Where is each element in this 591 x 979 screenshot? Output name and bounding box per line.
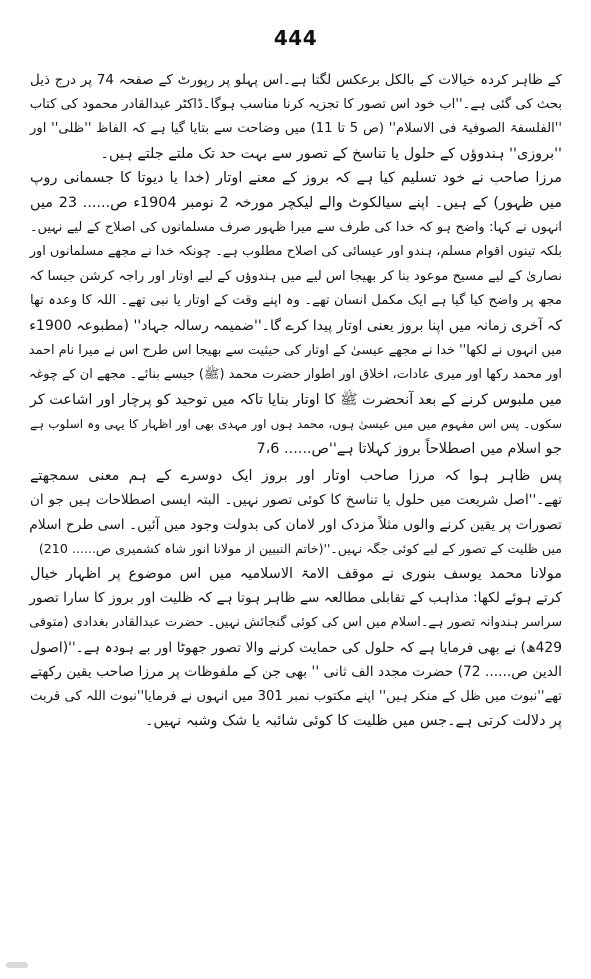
text-line: سکوں۔ پس اس مفہوم میں میں عیسیٰ ہوں، محمد ہوں اور مہدی بھی اور اظہار کا یہی وہ اسلوب ہے xyxy=(30,417,562,432)
text-line: الدین ص...... 72) حضرت مجدد الف ثانی '' بھی جن کے ملفوظات پر مرزا صاحب یقین رکھتے xyxy=(30,664,562,681)
text-line: بلکہ تینوں اقوام مسلم، ہندو اور عیسائی کی اصلاح مطلوب ہے۔ چونکہ خدا نے مجھے مسلمانوں اور xyxy=(29,244,562,260)
text-line: تھے۔''اصل شریعت میں حلول یا تناسخ کا کوئی تصور نہیں۔ البتہ ایسی اصطلاحات ہیں جو ان xyxy=(30,492,562,509)
paragraph-3 xyxy=(30,464,562,562)
text-line: پس ظاہر ہوا کہ مرزا صاحب اوتار اور بروز ایک دوسرے کے ہم معنی سمجھتے xyxy=(30,467,562,484)
text-line: کے ظاہر کردہ خیالات کے بالکل برعکس لگتا ہے۔اس پہلو پر رپورٹ کے صفحہ 74 پر درج ذیل xyxy=(30,72,562,88)
text-line: ''بروزی'' ہندوؤں کے حلول یا تناسخ کے تصور سے بہت حد تک ملتے جلتے ہیں۔ xyxy=(100,145,562,162)
text-line: مرزا صاحب نے خود تسلیم کیا ہے کہ بروز کے معنے اوتار (خدا یا دیوتا کا جسمانی روپ xyxy=(30,170,562,187)
text-line: بحث کی گئی ہے۔''اب خود اس تصور کا تجزیہ کرنا مناسب ہوگا۔ڈاکٹر عبدالقادر محمود کی کتاب xyxy=(29,96,562,112)
text-line: جو اسلام میں اصطلاحاً بروز کہلاتا ہے''ص...... 7،6 xyxy=(256,440,562,457)
text-line: انہوں نے کہا: واضح ہو کہ خدا کی طرف سے میرا ظہور صرف مسلمانوں کی اصلاح کے لیے نہیں۔ xyxy=(30,219,562,235)
text-line: نصاریٰ کے لیے مسیح موعود بنا کر بھیجا اس لیے میں ہندوؤں کے لیے اوتار اور راجہ کرشن جیسا کہ xyxy=(29,268,562,284)
paragraph-4 xyxy=(30,562,562,734)
text-line: سراسر ہندوانہ تصور ہے۔اسلام میں اس کی کوئی گنجائش نہیں۔ حضرت عبدالقادر بغدادی (متوفی xyxy=(29,615,562,631)
text-line: تصورات پر یقین کرنے والوں مثلاً مزدک اور لامان کی بدولت وجود میں آئیں۔ اسی طرح اسلام xyxy=(29,516,562,533)
scan-smudge xyxy=(6,962,28,968)
text-line: مولانا محمد یوسف بنوری نے موقف الامۃ الاسلامیہ میں اس موضوع پر اظہار خیال xyxy=(30,565,562,582)
text-line: تھے''نبوت میں ظل کے منکر ہیں'' اپنے مکتوب نمبر 301 میں انہوں نے فرمایا''نبوت اللہ کی قربت xyxy=(30,688,562,704)
text-line: میں ملبوس کرنے کے بعد آنحضرت ﷺ کا اوتار بنایا تاکہ میں توحید کو پرچار اور اشاعت کر xyxy=(29,391,562,408)
paragraph-2 xyxy=(30,166,562,461)
text-line: ''الفلسفۃ الصوفیۃ فی الاسلام'' (ص 5 تا 11) میں وضاحت سے بتایا گیا ہے کہ الفاظ ''ظلی'' اور xyxy=(30,121,562,137)
text-line: میں ظلیت کے تصور کے لیے کوئی جگہ نہیں۔''(خاتم النبیین از مولانا انور شاہ کشمیری ص...... 210) xyxy=(38,541,562,557)
text-line: میں ظہور) کے ہیں۔ اپنے سیالکوٹ والے لیکچر مورخہ 2 نومبر 1904ء ص...... 23 میں xyxy=(30,194,562,211)
text-line: مجھ پر واضح کیا گیا ہے ایک مکمل انسان تھے۔ وہ اپنے وقت کے اوتار یا نبی تھے۔ اللہ کا وعدہ تھا xyxy=(30,293,562,309)
text-line: کہ آخری زمانہ میں اپنا بروز یعنی اوتار پیدا کرے گا۔''ضمیمہ رسالہ جہاد'' (مطبوعہ 1900ء xyxy=(29,317,562,334)
page-number: 444 xyxy=(273,26,318,50)
body-text xyxy=(30,68,562,734)
text-line: کرتے ہوئے لکھا: مذاہب کے تقابلی مطالعہ سے ظاہر ہوتا ہے کہ ظلیت اور بروز کا سارا تصور xyxy=(29,590,562,607)
text-line: 429ھ) نے بھی فرمایا ہے کہ حلول کی حمایت کرنے والا تصور جھوٹا اور بے ہودہ ہے۔''(اصول xyxy=(30,639,562,656)
text-line: پر دلالت کرتی ہے۔جس میں ظلیت کا کوئی شائبہ یا شک وشبہ نہیں۔ xyxy=(144,713,562,730)
text-line: اور محمد رکھا اور میری عادات، اخلاق اور اطوار حضرت محمد (ﷺ) جیسے بنائے۔ مجھے ان کے چوغہ xyxy=(28,367,562,383)
paragraph-1 xyxy=(30,68,562,166)
text-line: میں انہوں نے لکھا'' خدا نے مجھے عیسیٰ کے اوتار کی حیثیت سے بھیجا اس طرح اس نے میرا نام احمد xyxy=(28,342,562,358)
